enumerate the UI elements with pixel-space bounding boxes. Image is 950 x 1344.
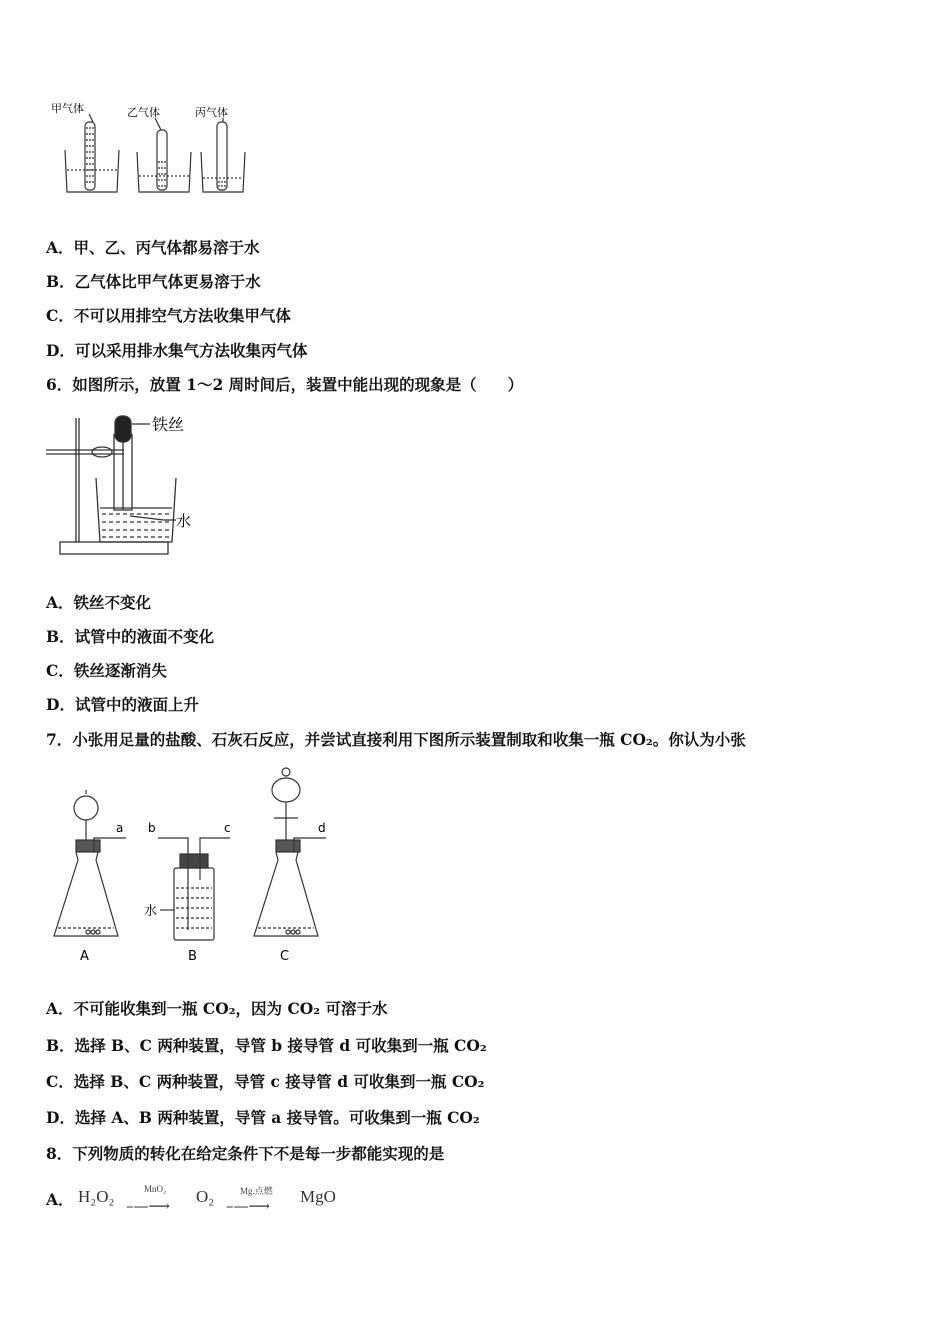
label-apparatus-b: B bbox=[188, 949, 197, 964]
label-water: 水 bbox=[176, 512, 192, 530]
gas-label-jia: 甲气体 bbox=[51, 102, 84, 115]
q6-option-a: A．铁丝不变化 bbox=[46, 593, 152, 612]
label-apparatus-a: A bbox=[80, 949, 89, 964]
label-c: c bbox=[224, 821, 231, 835]
arrow-2-line: –—⟶ bbox=[226, 1197, 271, 1215]
q7-option-d: D．选择 A、B 两种装置，导管 a 接导管。可收集到一瓶 CO₂ bbox=[46, 1108, 480, 1127]
iron-wire-figure bbox=[44, 410, 204, 560]
q7-option-a: A．不可能收集到一瓶 CO₂，因为 CO₂ 可溶于水 bbox=[46, 999, 388, 1018]
label-a: a bbox=[116, 821, 124, 835]
condition-mno2: MnO₂ bbox=[144, 1184, 167, 1194]
arrow-1 bbox=[126, 1184, 196, 1215]
formula-h2o2: H₂O₂ bbox=[78, 1187, 115, 1206]
q5-option-c: C．不可以用排空气方法收集甲气体 bbox=[46, 306, 291, 325]
q7-option-c: C．选择 B、C 两种装置，导管 c 接导管 d 可收集到一瓶 CO₂ bbox=[46, 1072, 485, 1091]
condition-mg-ignite: Mg.点燃 bbox=[240, 1186, 273, 1196]
gas-solubility-figure bbox=[45, 100, 250, 198]
q6-option-d: D．试管中的液面上升 bbox=[46, 695, 199, 714]
q5-option-b: B．乙气体比甲气体更易溶于水 bbox=[46, 272, 261, 291]
q8-option-a-label: A． bbox=[46, 1190, 74, 1209]
co2-apparatus-figure bbox=[48, 760, 348, 970]
gas-label-yi: 乙气体 bbox=[127, 106, 160, 119]
label-apparatus-c: C bbox=[280, 949, 290, 964]
label-d: d bbox=[318, 821, 326, 835]
label-b: b bbox=[148, 821, 156, 835]
label-water-b: 水 bbox=[144, 904, 158, 919]
q6-option-b: B．试管中的液面不变化 bbox=[46, 627, 215, 646]
q5-option-a: A．甲、乙、丙气体都易溶于水 bbox=[46, 238, 260, 257]
gas-label-bing: 丙气体 bbox=[195, 106, 228, 119]
q8-option-a bbox=[46, 1182, 386, 1215]
q7-stem: 7．小张用足量的盐酸、石灰石反应，并尝试直接利用下图所示装置制取和收集一瓶 CO₂。你认为小张 bbox=[46, 730, 746, 749]
q6-stem: 6．如图所示，放置 1～2 周时间后，装置中能出现的现象是（ ） bbox=[46, 375, 524, 394]
q5-option-d: D．可以采用排水集气方法收集丙气体 bbox=[46, 341, 308, 360]
q7-option-b: B．选择 B、C 两种装置，导管 b 接导管 d 可收集到一瓶 CO₂ bbox=[46, 1036, 487, 1055]
arrow-1-line: –—⟶ bbox=[126, 1197, 171, 1215]
q6-option-c: C．铁丝逐渐消失 bbox=[46, 661, 167, 680]
formula-o2: O₂ bbox=[196, 1187, 215, 1206]
label-iron-wire: 铁丝 bbox=[152, 415, 185, 434]
formula-mgo: MgO bbox=[300, 1187, 336, 1206]
q8-stem: 8．下列物质的转化在给定条件下不是每一步都能实现的是 bbox=[46, 1144, 445, 1163]
